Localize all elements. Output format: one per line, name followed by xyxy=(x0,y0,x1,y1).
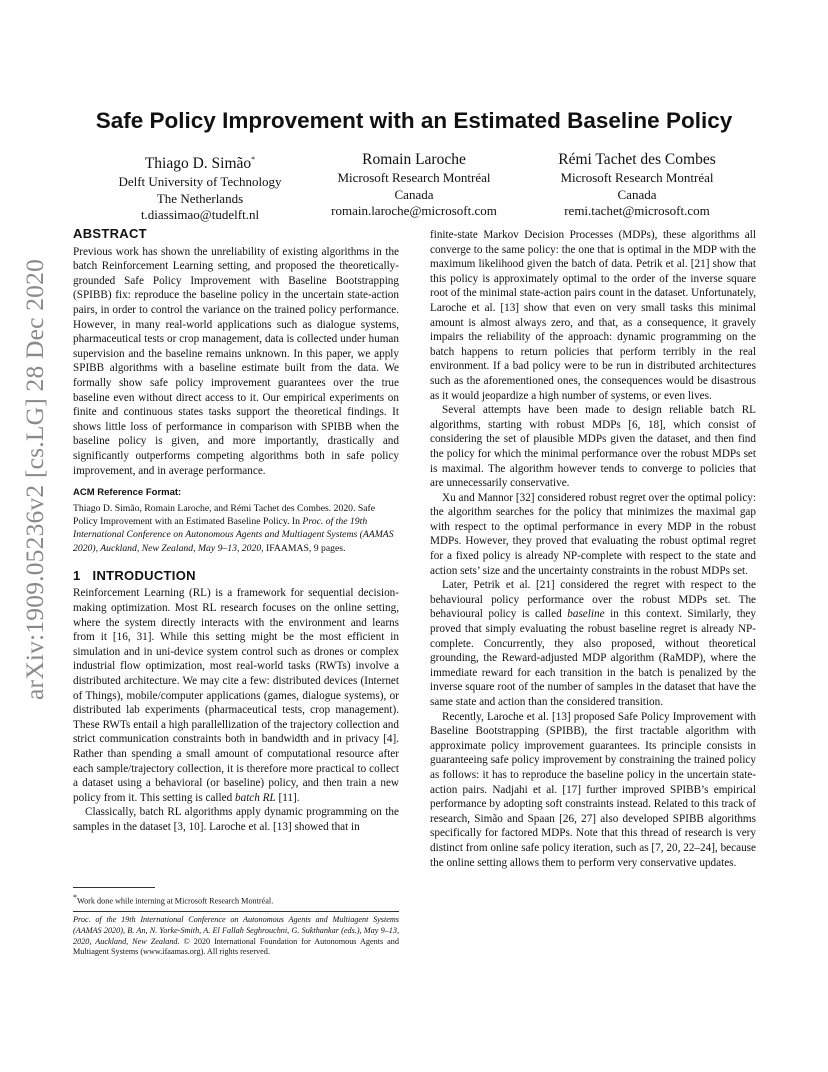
right-column xyxy=(430,228,756,870)
paragraph: Several attempts have been made to design reliable batch RL algorithms, starting with robust MDPs [6, 18], which consist of considering the set of plausible MDPs given the dataset, and then find the policy for which the minimal performance over the robust MDPs set is maximal. The algorithm however tends to converge to policies that are unnecessarily conservative. xyxy=(430,404,756,490)
proceedings-note: Proc. of the 19th International Conference on Autonomous Agents and Multiagent Systems (AAMAS 2020), B. An, N. Yorke-Smith, A. El Fallah Seghrouchni, G. Sukthankar (eds.), May 9–13, 2020, Auckland, New Zealand. © 2020 International Foundation for Autonomous Agents and Multiagent Systems (www.ifaamas.org). All rights reserved. xyxy=(73,915,399,957)
author-location: Canada xyxy=(617,186,657,202)
acm-reference-text: Thiago D. Simão, Romain Laroche, and Rémi Tachet des Combes. 2020. Safe Policy Improvement with an Estimated Baseline Policy. In Proc. of the 19th International Conference on Autonomous Agents and Multiagent Systems (AAMAS 2020), Auckland, New Zealand, May 9–13, 2020, IFAAMAS, 9 pages. xyxy=(73,502,394,554)
author-affiliation: Delft University of Technology xyxy=(118,174,282,190)
author-affiliation: Microsoft Research Montréal xyxy=(560,170,714,185)
abstract-text: Previous work has shown the unreliability of existing algorithms in the batch Reinforcement Learning setting, and proposed the theoretically-grounded Safe Policy Improvement with Baseline Bootstrapping (SPIBB) fix: reproduce the baseline policy in the uncertain state-action pairs, in order to control the variance on the trained policy performance. However, in many real-world applications such as dialogue systems, pharmaceutical tests or crop management, data is collected under human supervision and the baseline remains unknown. In this paper, we apply SPIBB algorithms with a baseline estimate built from the data. We formally show safe policy improvement guarantees over the true baseline even without direct access to it. Our empirical experiments on finite and continuous states tasks support the theoretical findings. It shows little loss of performance in comparison with SPIBB when the baseline policy is given, and more importantly, drastically and significantly outperforms competing algorithms both in safe policy improvement, and in average performance. xyxy=(73,245,399,477)
author-location: Canada xyxy=(394,186,434,202)
paragraph: Reinforcement Learning (RL) is a framework for sequential decision-making optimization. Most RL research focuses on the online setting, where the system directly interacts with the environment and learns from it [16, 31]. While this setting might be the most efficient in simulation and in uni-device system control such as drones or complex industrial flow optimization, most real-world tasks (RWTs) involve a distributed architecture. We may cite a few: distributed devices (Internet of Things), mobile/computer applications (games, dialogue systems), or distributed lab experiments (pharmaceutical tests, crop management). These RWTs entail a high parallellization of the trajectory collection and strict communication constraints both in bandwidth and in privacy [4]. Rather than spending a small amount of computational resource after each sample/trajectory collection, it is therefore more practical to collect a dataset using a behavioral (or baseline) policy, and then train a new policy from it. This setting is called batch RL [11]. xyxy=(73,587,399,804)
arxiv-watermark xyxy=(14,258,54,710)
abstract-heading: ABSTRACT xyxy=(73,226,147,241)
author-name: Rémi Tachet des Combes xyxy=(558,151,716,168)
paragraph: finite-state Markov Decision Processes (MDPs), these algorithms all converge to the same policy: the one that is optimal in the MDP with the maximum likelihood given the batch of data. Petrik et al. [21] show that this policy is approximately optimal to the order of the inverse square root of the minimal state-action pairs count in the dataset. Unfortunately, Laroche et al. [13] show that even on very small tasks this minimal amount is almost always zero, and that, as a consequence, it gravely impairs the reliability of the approach: dynamic programming on the batch happens to return policies that perform terribly in the real environment. If a bad policy were to be run in distributed architectures such as the aforementioned ones, the consequences would be disastrous as it would jeopardize a high number of systems, or even lives. xyxy=(430,229,756,402)
paragraph: Xu and Mannor [32] considered robust regret over the optimal policy: the algorithm searches for the policy that minimizes the maximal gap with respect to the optimal performance in every MDP in the robust MDPs. However, they proved that evaluating the robust optimal regret for a fixed policy is already NP-complete with respect to the state and action sets’ size and the uncertainty constraints in the robust MDPs set. xyxy=(430,491,756,577)
author-email: remi.tachet@microsoft.com xyxy=(564,203,710,218)
paragraph: Recently, Laroche et al. [13] proposed Safe Policy Improvement with Baseline Bootstrapping (SPIBB), the first tractable algorithm with approximate policy improvement guarantees. Its principle consists in guaranteeing safe policy improvement by constraining the trained policy as follows: it has to reproduce the baseline policy in the uncertain state-action pairs. Nadjahi et al. [17] further improved SPIBB’s empirical performance by adopting soft constraints instead. Related to this track of research, Simão and Spaan [26, 27] also developed SPIBB algorithms specifically for factored MDPs. Note that this thread of research is very distinct from online safe policy iteration, such as [7, 20, 22–24], because the online setting allows them to perform very conservative updates. xyxy=(430,710,756,869)
author-name: Thiago D. Simão* xyxy=(144,155,256,173)
proceedings-divider xyxy=(73,911,399,912)
footnote-mark: * xyxy=(251,155,256,164)
arxiv-id: arXiv:1909.05236v2 [cs.LG] 28 Dec 2020 xyxy=(20,258,49,700)
author-block xyxy=(100,150,300,224)
paper-title: Safe Policy Improvement with an Estimated Baseline Policy xyxy=(95,108,733,133)
author-block xyxy=(314,150,514,220)
paragraph: Later, Petrik et al. [21] considered the regret with respect to the behavioural policy performance over the robust MDPs set. The behavioural policy is called baseline in this context. Similarly, they proved that simply evaluating the robust baseline regret is already NP-complete. Concurrently, they also proposed, without theoretical grounding, the Reward-adjusted MDP algorithm (RaMDP), where the immediate reward for each transition in the batch is penalized by the inverse square root of the number of samples in the dataset that have the same state and action than the considered transition. xyxy=(430,579,756,708)
author-block xyxy=(527,150,747,220)
author-email: t.diassimao@tudelft.nl xyxy=(140,207,260,223)
author-affiliation: Microsoft Research Montréal xyxy=(337,170,491,185)
footnote-divider xyxy=(73,887,155,888)
author-email: romain.laroche@microsoft.com xyxy=(331,203,497,218)
footnote: *Work done while interning at Microsoft Research Montréal. xyxy=(73,893,274,906)
left-column xyxy=(73,227,399,835)
paragraph: Classically, batch RL algorithms apply dynamic programming on the samples in the dataset [3, 10]. Laroche et al. [13] showed that in xyxy=(73,806,399,833)
section-heading-introduction: 1 INTRODUCTION xyxy=(73,567,196,583)
author-name: Romain Laroche xyxy=(362,151,466,168)
author-location: The Netherlands xyxy=(156,190,244,206)
acm-reference-heading: ACM Reference Format: xyxy=(73,487,182,499)
